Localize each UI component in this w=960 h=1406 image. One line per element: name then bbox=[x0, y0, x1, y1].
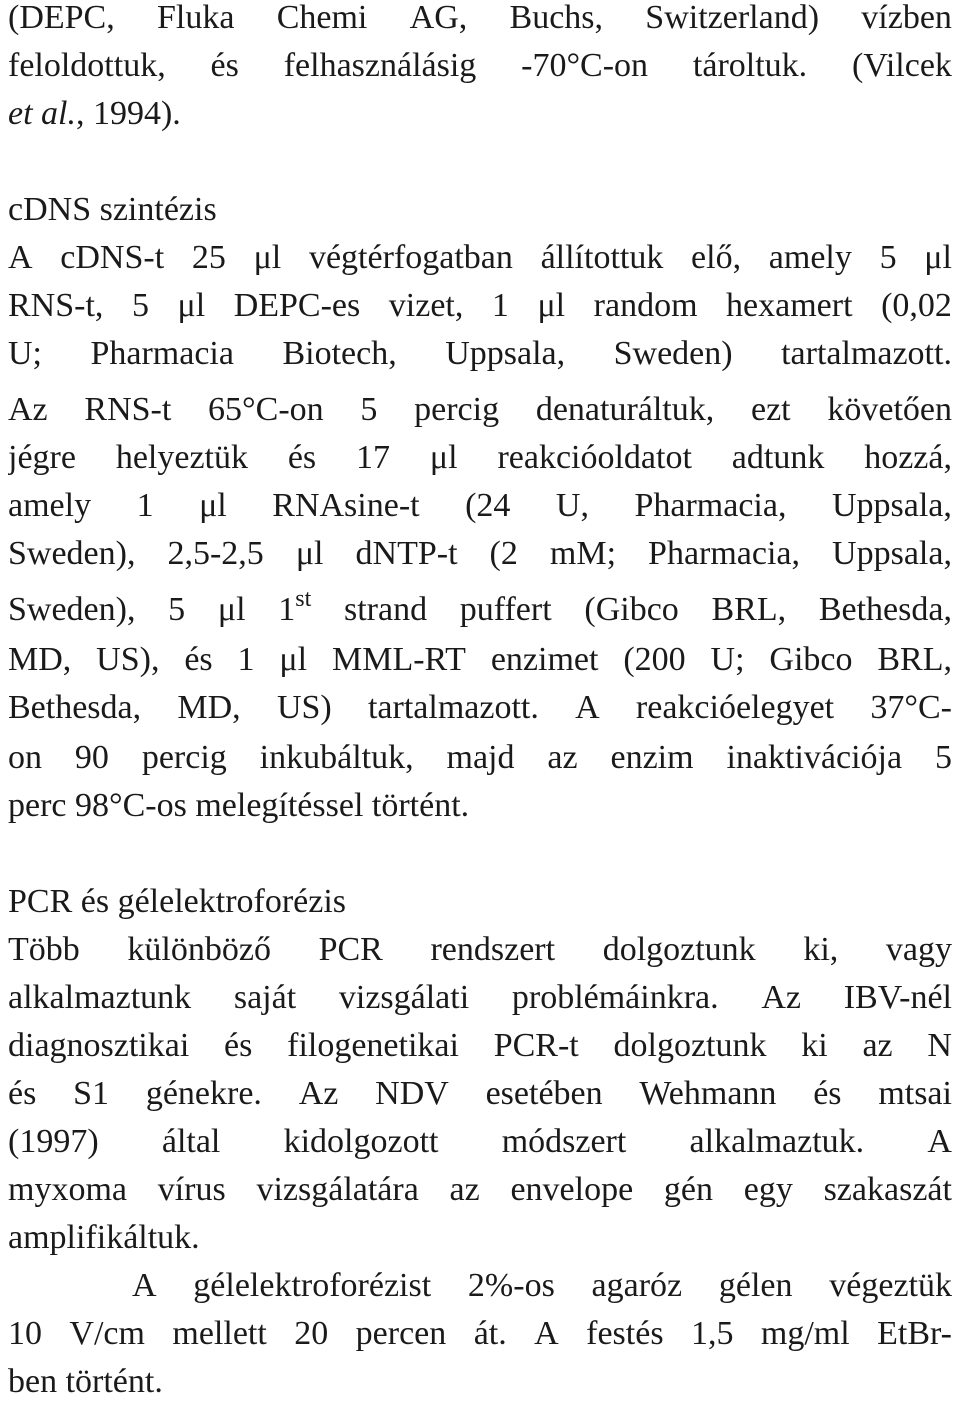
word: BRL, bbox=[877, 641, 952, 678]
word: RNS-t, bbox=[8, 287, 104, 324]
word: denaturáltuk, bbox=[535, 391, 715, 428]
word: ki, bbox=[803, 931, 839, 968]
word: mtsai bbox=[878, 1075, 952, 1112]
word: μl bbox=[295, 535, 324, 572]
word: 37°C- bbox=[870, 689, 952, 726]
word: reakcióelegyet bbox=[635, 689, 835, 726]
text-line-20 bbox=[8, 1022, 952, 1070]
word: vizsgálatára bbox=[256, 1171, 419, 1208]
word: (DEPC, bbox=[8, 0, 115, 36]
word: 2%-os bbox=[467, 1267, 555, 1304]
word: RNAsine-t bbox=[272, 487, 420, 524]
word: (24 bbox=[465, 487, 511, 524]
word: ezt bbox=[750, 391, 791, 428]
word: dolgoztunk bbox=[602, 931, 756, 968]
text-line-1 bbox=[8, 0, 952, 42]
word: Pharmacia, bbox=[648, 535, 801, 572]
word: 1 bbox=[136, 487, 154, 524]
text-line-26 bbox=[8, 1310, 952, 1358]
word: és bbox=[813, 1075, 842, 1112]
word: Az bbox=[298, 1075, 339, 1112]
word: gén bbox=[663, 1171, 714, 1208]
word: Több bbox=[8, 931, 80, 968]
word: 5 bbox=[360, 391, 378, 428]
word: V/cm bbox=[69, 1315, 145, 1352]
word: Gibco bbox=[769, 641, 853, 678]
word: cDNS-t bbox=[60, 239, 165, 276]
word: percig bbox=[414, 391, 500, 428]
word: PCR-t bbox=[493, 1027, 579, 1064]
word: NDV bbox=[375, 1075, 449, 1112]
word: által bbox=[161, 1123, 221, 1160]
word: az bbox=[547, 739, 578, 776]
text-line-7 bbox=[8, 330, 952, 378]
word: Pharmacia, bbox=[634, 487, 787, 524]
word: vizet, bbox=[388, 287, 464, 324]
word: festés bbox=[586, 1315, 664, 1352]
text-line-25 bbox=[132, 1262, 952, 1310]
word: és bbox=[287, 439, 317, 476]
word: különböző bbox=[127, 931, 271, 968]
word: felhasználásig bbox=[283, 47, 477, 84]
word: EtBr- bbox=[877, 1315, 952, 1352]
word: reakcióoldatot bbox=[497, 439, 692, 476]
word: (0,02 bbox=[881, 287, 952, 324]
text-line-8 bbox=[8, 386, 952, 434]
word: rendszert bbox=[430, 931, 556, 968]
word: IBV-nél bbox=[843, 979, 952, 1016]
text-line-13 bbox=[8, 636, 952, 684]
word: 5 bbox=[935, 739, 952, 776]
word: egy bbox=[743, 1171, 793, 1208]
word: A bbox=[927, 1123, 952, 1160]
word: végeztük bbox=[829, 1267, 952, 1304]
word: μl bbox=[253, 239, 282, 276]
word: 5 bbox=[879, 239, 897, 276]
word: amely bbox=[768, 239, 852, 276]
word: 5 bbox=[131, 287, 149, 324]
text-line-24: amplifikáltuk. bbox=[8, 1219, 200, 1256]
word: Fluka bbox=[157, 0, 235, 36]
text-line-23 bbox=[8, 1166, 952, 1214]
word: μl bbox=[199, 487, 227, 524]
word: RNS-t bbox=[84, 391, 172, 428]
text-line-22 bbox=[8, 1118, 952, 1166]
word: μl bbox=[924, 239, 952, 276]
word: DEPC-es bbox=[233, 287, 361, 324]
word: (200 bbox=[623, 641, 686, 678]
word: μl bbox=[177, 287, 206, 324]
word: elő, bbox=[691, 239, 742, 276]
word: U, bbox=[555, 487, 589, 524]
word: 90 bbox=[74, 739, 109, 776]
word: U; bbox=[710, 641, 745, 678]
word: követően bbox=[827, 391, 952, 428]
word: adtunk bbox=[731, 439, 825, 476]
text-line-2 bbox=[8, 42, 952, 90]
word: Uppsala, bbox=[831, 487, 952, 524]
word: esetében bbox=[485, 1075, 603, 1112]
word: 17 bbox=[356, 439, 391, 476]
word: μl bbox=[279, 641, 308, 678]
word: amely bbox=[8, 487, 92, 524]
word: problémáinkra. bbox=[511, 979, 719, 1016]
word: az bbox=[449, 1171, 480, 1208]
word: ki bbox=[801, 1027, 828, 1064]
word: Az bbox=[761, 979, 801, 1016]
text-line-15 bbox=[8, 734, 952, 782]
word: végtérfogatban bbox=[308, 239, 513, 276]
word: 20 bbox=[294, 1315, 329, 1352]
word: feloldottuk, bbox=[8, 47, 166, 84]
text-line-16: perc 98°C-os melegítéssel történt. bbox=[8, 787, 470, 824]
word: dolgoztunk bbox=[613, 1027, 767, 1064]
word: mellett bbox=[172, 1315, 267, 1352]
word: 1,5 bbox=[690, 1315, 734, 1352]
word: és bbox=[8, 1075, 37, 1112]
word: Buchs, bbox=[509, 0, 604, 36]
section-heading-pcr: PCR és gélelektroforézis bbox=[8, 883, 347, 920]
word: MD, bbox=[8, 641, 72, 678]
word: envelope bbox=[510, 1171, 634, 1208]
word: vizsgálati bbox=[338, 979, 470, 1016]
word: hozzá, bbox=[864, 439, 952, 476]
word: alkalmaztuk. bbox=[689, 1123, 865, 1160]
word: μl bbox=[429, 439, 458, 476]
word: módszert bbox=[501, 1123, 627, 1160]
word: PCR bbox=[318, 931, 383, 968]
text-line-18 bbox=[8, 926, 952, 974]
word: alkalmaztunk bbox=[8, 979, 192, 1016]
word: filogenetikai bbox=[287, 1027, 459, 1064]
word: vírus bbox=[157, 1171, 226, 1208]
word: Az bbox=[8, 391, 48, 428]
text-line-3: et al., 1994). bbox=[8, 95, 181, 132]
word: A bbox=[132, 1267, 157, 1304]
word: US), bbox=[96, 641, 160, 678]
word: Bethesda, bbox=[8, 689, 142, 726]
word: percig bbox=[141, 739, 227, 776]
word: szakaszát bbox=[823, 1171, 952, 1208]
word: on bbox=[8, 739, 42, 776]
word: MD, bbox=[177, 689, 241, 726]
word: A bbox=[575, 689, 600, 726]
word: Pharmacia bbox=[90, 335, 234, 372]
word: vagy bbox=[885, 931, 952, 968]
text-line-9 bbox=[8, 434, 952, 482]
word: diagnosztikai bbox=[8, 1027, 190, 1064]
text-line-10 bbox=[8, 482, 952, 530]
word: percen bbox=[355, 1315, 447, 1352]
word: helyeztük bbox=[115, 439, 248, 476]
word: Sweden), bbox=[8, 535, 136, 572]
word: myxoma bbox=[8, 1171, 127, 1208]
text-line-11 bbox=[8, 530, 952, 578]
word: 10 bbox=[8, 1315, 42, 1352]
word: S1 bbox=[73, 1075, 110, 1112]
word: gélen bbox=[718, 1267, 793, 1304]
word: hexamert bbox=[726, 287, 853, 324]
word: N bbox=[927, 1027, 952, 1064]
word: Chemi bbox=[276, 0, 368, 36]
word: US) bbox=[276, 689, 332, 726]
word: A bbox=[8, 239, 33, 276]
word: (Vilcek bbox=[852, 47, 952, 84]
word: Wehmann bbox=[639, 1075, 777, 1112]
text-line-6 bbox=[8, 282, 952, 330]
word: 1 bbox=[237, 641, 255, 678]
text-line-5 bbox=[8, 234, 952, 282]
word: az bbox=[862, 1027, 893, 1064]
text-line-12: Sweden), 5 μl 1st strand puffert (Gibco BRL, Bethesda, bbox=[8, 586, 952, 628]
word: kidolgozott bbox=[283, 1123, 439, 1160]
section-heading-cdns: cDNS szintézis bbox=[8, 191, 217, 228]
word: vízben bbox=[861, 0, 952, 36]
word: majd bbox=[446, 739, 515, 776]
word: génekre. bbox=[145, 1075, 262, 1112]
word: enzim bbox=[610, 739, 694, 776]
word: Biotech, bbox=[282, 335, 397, 372]
word: Sweden) bbox=[613, 335, 733, 372]
word: mg/ml bbox=[760, 1315, 850, 1352]
word: tartalmazott. bbox=[367, 689, 539, 726]
word: és bbox=[184, 641, 213, 678]
word: Uppsala, bbox=[445, 335, 566, 372]
word: mM; bbox=[549, 535, 617, 572]
word: gélelektroforézist bbox=[193, 1267, 432, 1304]
word: és bbox=[224, 1027, 253, 1064]
word: inkubáltuk, bbox=[259, 739, 414, 776]
word: 2,5-2,5 bbox=[167, 535, 264, 572]
word: U; bbox=[8, 335, 42, 372]
word: tároltuk. bbox=[692, 47, 808, 84]
word: állítottuk bbox=[540, 239, 664, 276]
word: agaróz bbox=[591, 1267, 683, 1304]
word: enzimet bbox=[490, 641, 599, 678]
word: saját bbox=[233, 979, 297, 1016]
word: 65°C-on bbox=[208, 391, 324, 428]
word: -70°C-on bbox=[521, 47, 649, 84]
word: dNTP-t bbox=[355, 535, 458, 572]
word: (2 bbox=[489, 535, 518, 572]
word: μl bbox=[537, 287, 566, 324]
word: 1 bbox=[491, 287, 509, 324]
word: (1997) bbox=[8, 1123, 99, 1160]
text-line-27: ben történt. bbox=[8, 1363, 163, 1400]
word: át. bbox=[473, 1315, 507, 1352]
word: MML-RT bbox=[331, 641, 466, 678]
word: Switzerland) bbox=[645, 0, 820, 36]
word: random bbox=[593, 287, 698, 324]
word: AG, bbox=[409, 0, 468, 36]
word: A bbox=[534, 1315, 559, 1352]
word: Uppsala, bbox=[832, 535, 952, 572]
word: jégre bbox=[8, 439, 76, 476]
word: 25 bbox=[191, 239, 226, 276]
word: tartalmazott. bbox=[781, 335, 952, 372]
text-line-14 bbox=[8, 684, 952, 732]
word: és bbox=[210, 47, 239, 84]
text-line-21 bbox=[8, 1070, 952, 1118]
word: inaktivációja bbox=[726, 739, 903, 776]
text-line-19 bbox=[8, 974, 952, 1022]
